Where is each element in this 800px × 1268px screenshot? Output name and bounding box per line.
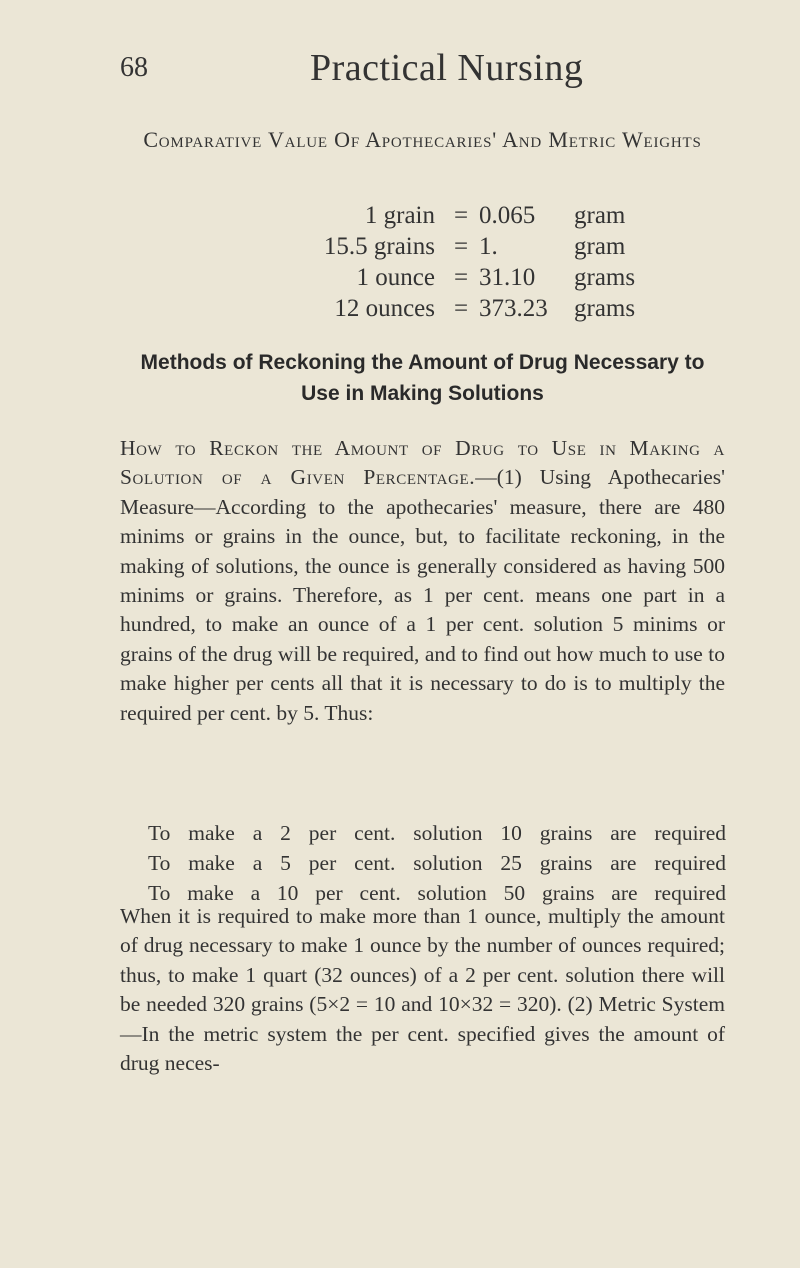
equals-sign: = [453, 264, 469, 291]
example-line: To make a 2 per cent. solution 10 grains are required [148, 821, 726, 845]
weight-apothecary: 12 ounces [334, 295, 435, 322]
weight-metric-value: 373.23 [479, 295, 548, 322]
weights-row [140, 200, 694, 231]
weights-row [140, 293, 694, 324]
paragraph-text: —(1) Using Apothecaries' Measure—According to the apothecaries' measure, there are 480 minims or grains in the ounce, but, to facilitate reckoning, in the making of solutions, the ounce is generally considered as having 500 minims or grains. Therefore, as 1 per cent. means one part in a hundred, to make an ounce of a 1 per cent. solution 5 minims or grains of the drug will be required, and to find out how much to use to make higher per cents all that it is necessary to do is to multiply the required per cent. by 5. Thus: [120, 465, 725, 725]
weight-metric-unit: grams [574, 264, 636, 291]
equals-sign: = [453, 233, 469, 260]
weight-apothecary: 1 ounce [356, 264, 435, 291]
example-line: To make a 10 per cent. solution 50 grains are required [148, 881, 726, 905]
equals-sign: = [453, 202, 469, 229]
weight-metric-unit: grams [574, 295, 636, 322]
weight-apothecary: 1 grain [364, 202, 435, 229]
weights-row [140, 262, 694, 293]
quart-paragraph: When it is required to make more than 1 ounce, multiply the amount of drug necessary to make 1 ounce by the number of ounces required; thus, to make 1 quart (32 ounces) of a 2 per cent. solution there will be needed 320 grains (5×2 = 10 and 10×32 = 320). (2) Metric System—In the metric system the per cent. specified gives the amount of drug neces- [120, 904, 725, 1076]
paragraph-lead: How to Reckon the Amount of Drug to Use in Making a Solution of a Given Percentage. [120, 436, 725, 490]
weight-metric-value: 31.10 [479, 264, 536, 291]
weight-metric-value: 0.065 [479, 202, 536, 229]
weight-metric-unit: gram [574, 233, 626, 260]
weight-metric-value: 1. [479, 233, 498, 260]
reckoning-paragraph [120, 434, 725, 728]
methods-heading: Methods of Reckoning the Amount of Drug Necessary to Use in Making Solutions [140, 351, 705, 405]
page-number: 68 [120, 52, 148, 83]
page-header [0, 40, 800, 90]
weights-row [140, 231, 694, 262]
weights-table [140, 200, 694, 324]
running-title: Practical Nursing [310, 47, 584, 89]
examples-list [148, 818, 726, 908]
weight-apothecary: 15.5 grains [323, 233, 435, 260]
equals-sign: = [453, 295, 469, 322]
example-line: To make a 5 per cent. solution 25 grains are required [148, 851, 726, 875]
weight-metric-unit: gram [574, 202, 626, 229]
section-heading: Comparative Value Of Apothecaries' And Metric Weights [143, 127, 702, 152]
